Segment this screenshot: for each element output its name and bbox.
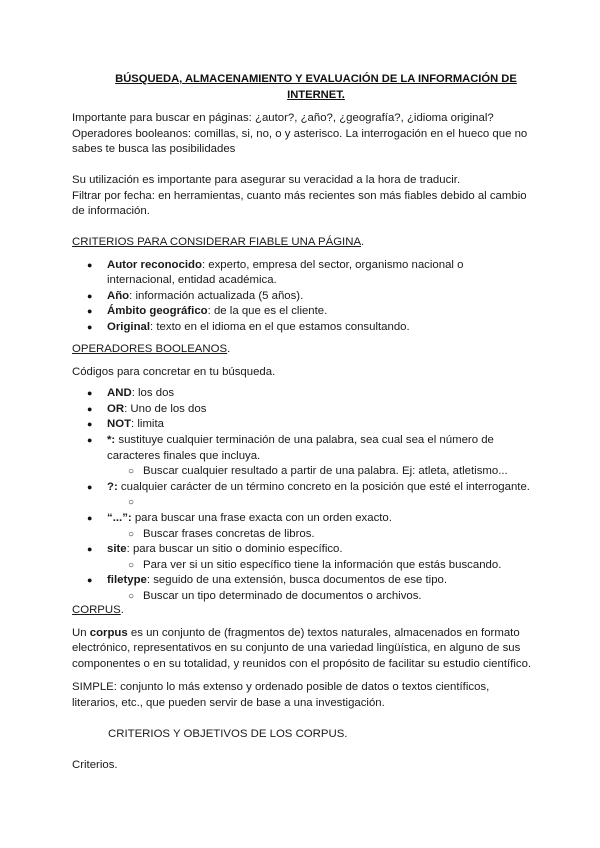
criteria-desc: : información actualizada (5 años). [129,289,304,302]
corpus-heading: CORPUS [72,604,121,616]
corpus-heading-tail: . [120,604,124,616]
operators-intro: Códigos para concretar en tu búsqueda. [72,365,276,378]
criteria-desc: : experto, empresa del sector, organismo nacional o internacional, entidad académica. [107,258,464,287]
criteria-heading-tail: . [361,236,365,248]
intro-paragraph-1: Importante para buscar en páginas: ¿autor?, ¿año?, ¿geografía?, ¿idioma original? [72,112,494,124]
operator-desc: : limita [131,418,164,431]
operator-desc: para buscar una frase exacta con un orden exacto. [131,511,392,524]
criteria-desc: : texto en el idioma en el que estamos consultando. [150,320,410,333]
page-title: BÚSQUEDA, ALMACENAMIENTO Y EVALUACIÓN DE LA INFORMACIÓN DE INTERNET. [115,73,517,101]
sub-list-item: ○ Buscar cualquier resultado a partir de una palabra. Ej: atleta, atletismo... [107,464,532,480]
intro-paragraph-2: Operadores booleanos: comillas, si, no, o y asterisco. La interrogación en el hueco que no sabes te busca las posibilidades [72,127,528,156]
operator-desc: : Uno de los dos [124,402,207,415]
criteria-term: Ámbito geográfico [107,305,208,318]
sub-list-item: ○ Buscar frases concretas de libros. [107,527,532,543]
list-item [72,289,532,305]
list-item [72,480,532,511]
operators-heading: OPERADORES BOOLEANOS [72,343,228,355]
criteria-list [72,258,532,336]
operator-term: AND [107,387,132,400]
criteria-heading-line [72,235,532,251]
corpus-def-rest: es un conjunto de (fragmentos de) textos naturales, almacenados en formato electrónico, representativos en su conjunto de una variedad lingüística, en alguno de sus componentes o en su totalidad, y reunidos con el propósito de facilitar su estudio científico. [72,626,532,670]
sub-list [107,495,532,511]
list-item [72,417,532,433]
operator-term: filetype [107,574,147,587]
operators-list [72,386,532,604]
usage-paragraph-1: Su utilización es importante para asegurar su veracidad a la hora de traducir. [72,174,461,186]
operator-desc: cualquier carácter de un término concreto en la posición que esté el interrogante. [117,480,530,493]
operator-term: *: [107,433,116,446]
list-item [72,433,532,480]
corpus-subheading: CRITERIOS Y OBJETIVOS DE LOS CORPUS. [108,728,348,740]
sub-list-item: ○ Buscar un tipo determinado de documentos o archivos. [107,589,532,605]
operator-desc: : seguido de una extensión, busca documentos de ese tipo. [146,574,448,587]
criterios-label: Criterios. [72,759,118,771]
sub-list-item [107,495,532,511]
criteria-section [72,235,532,336]
list-item [72,511,532,542]
corpus-simple: SIMPLE: conjunto lo más extenso y ordenado posible de datos o textos científicos, literarios, etc., que pueden servir de base a una investigación. [72,681,490,709]
criteria-desc: : de la que es el cliente. [207,305,328,318]
operator-desc: : los dos [131,387,175,400]
criteria-term: Autor reconocido [107,258,202,271]
list-item [72,386,532,402]
operator-desc: : para buscar un sitio o dominio específico. [126,543,343,556]
criteria-term: Original [107,320,151,333]
operator-term: OR [107,402,125,415]
corpus-def-term: corpus [89,626,128,639]
sub-list [107,464,532,480]
operators-section [72,342,532,605]
sub-list-item: ○ Para ver si un sitio específico tiene la información que estás buscando. [107,558,532,574]
usage-paragraph-2: Filtrar por fecha: en herramientas, cuanto más recientes son más fiables debido al cambio de información. [72,189,527,218]
list-item [72,304,532,320]
list-item [72,573,532,604]
operator-term: “...”: [107,511,132,524]
corpus-def-prefix: Un [72,626,90,639]
operator-term: site [107,543,127,556]
operators-heading-line [72,342,532,358]
corpus-heading-line [72,603,532,619]
list-item [72,402,532,418]
operator-desc: sustituye cualquier terminación de una palabra, sea cual sea el número de caracteres finales que incluya. [107,433,494,462]
criteria-term: Año [107,289,130,302]
criteria-heading: CRITERIOS PARA CONSIDERAR FIABLE UNA PÁGINA [72,236,362,248]
corpus-definition [72,626,532,673]
list-item [72,542,532,573]
usage-section [72,173,532,220]
operator-term: NOT [107,418,132,431]
operator-term: ?: [107,480,118,493]
sub-list [107,527,532,543]
corpus-section [72,603,532,712]
operators-heading-tail: . [227,343,231,355]
sub-list [107,558,532,574]
intro-section [72,111,532,158]
list-item [72,320,532,336]
list-item [72,258,532,289]
